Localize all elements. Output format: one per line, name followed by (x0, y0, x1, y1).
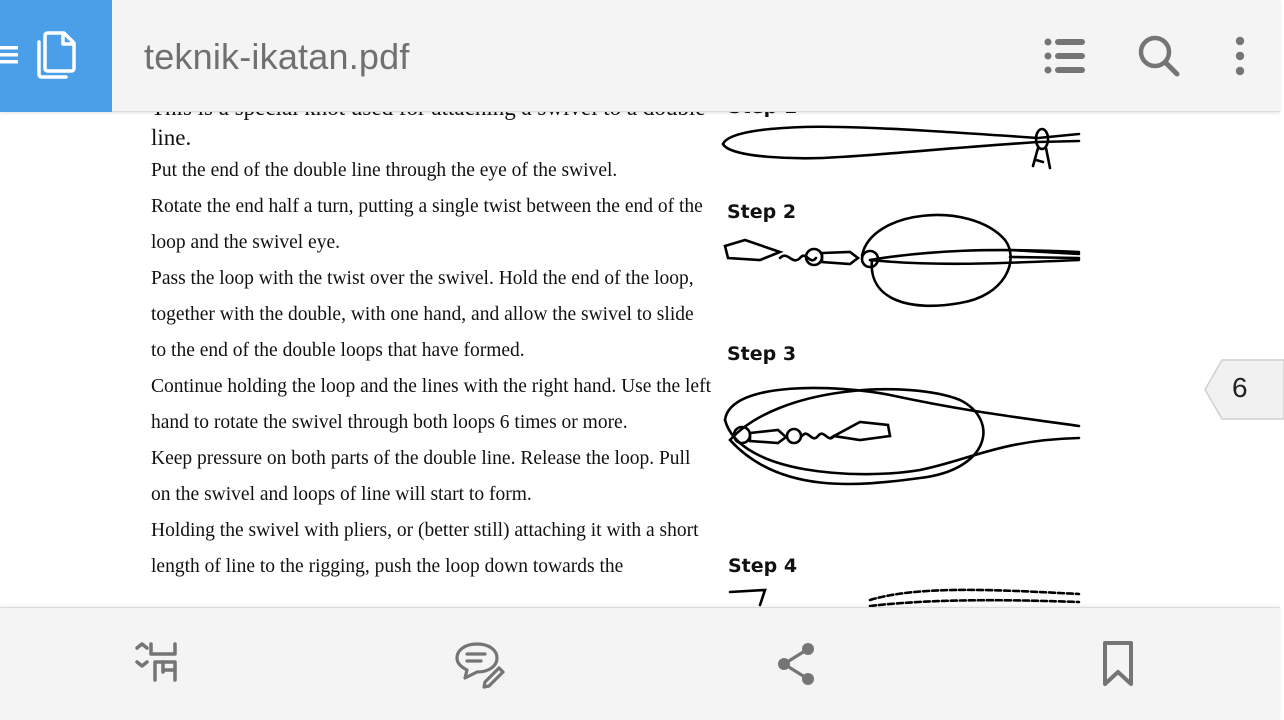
comment-button[interactable] (453, 638, 505, 690)
page-number-indicator[interactable] (1204, 359, 1284, 420)
bottom-toolbar (0, 607, 1280, 720)
fit-width-button[interactable] (131, 638, 183, 690)
top-app-bar (0, 0, 1280, 112)
step-label: Step 3 (727, 343, 797, 365)
knot-diagram (720, 100, 1085, 620)
paragraph: Rotate the end half a turn, putting a single twist between the end of the loop and the swivel eye. (151, 196, 703, 253)
intro-text: line. (151, 125, 192, 150)
paragraph: Continue holding the loop and the lines with the right hand. Use the left hand to rotate the swivel through both loops 6 times or more. (151, 376, 711, 433)
more-vert-icon (1234, 36, 1246, 76)
menu-icon (0, 44, 18, 66)
search-icon (1137, 34, 1181, 78)
fit-width-icon (133, 640, 181, 688)
step-label: Step 4 (728, 555, 798, 577)
page-text (151, 93, 711, 585)
comment-edit-icon (453, 640, 505, 688)
paragraph: Pass the loop with the twist over the swivel. Hold the end of the loop, together with the double, with one hand, and allow the swivel to slide to the end of the double loops that have formed. (151, 268, 694, 361)
document-title: teknik-ikatan.pdf (144, 36, 410, 77)
paragraph: Put the end of the double line through the eye of the swivel. (151, 160, 618, 181)
bookmark-icon (1100, 640, 1136, 688)
step-label: Step 2 (727, 201, 797, 223)
paragraph: Holding the swivel with pliers, or (better still) attaching it with a short length of line to the rigging, push the loop down towards the (151, 520, 699, 577)
pdf-page[interactable] (0, 113, 1280, 607)
paragraph: Keep pressure on both parts of the double line. Release the loop. Pull on the swivel and loops of line will start to form. (151, 448, 691, 505)
search-button[interactable] (1135, 32, 1183, 80)
page-number: 6 (1232, 372, 1248, 403)
share-button[interactable] (772, 638, 824, 690)
document-copy-icon (36, 30, 78, 80)
bookmark-button[interactable] (1092, 638, 1144, 690)
share-icon (776, 641, 820, 687)
navigation-button[interactable] (0, 0, 112, 112)
more-options-button[interactable] (1216, 32, 1264, 80)
table-of-contents-button[interactable] (1041, 32, 1089, 80)
table-of-contents-icon (1043, 36, 1087, 76)
